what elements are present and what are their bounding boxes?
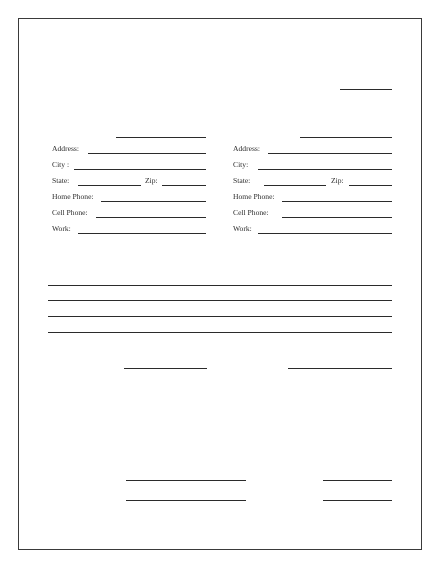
left-work-label: Work:: [52, 224, 71, 233]
left-zip-field[interactable]: [162, 185, 206, 186]
mid-left-field[interactable]: [124, 368, 207, 369]
right-zip-label: Zip:: [331, 176, 344, 185]
right-cell-phone-label: Cell Phone:: [233, 208, 269, 217]
notes-line[interactable]: [48, 285, 392, 286]
left-cell-phone-label: Cell Phone:: [52, 208, 88, 217]
left-name-field[interactable]: [116, 137, 206, 138]
right-name-field[interactable]: [300, 137, 392, 138]
left-state-field[interactable]: [78, 185, 141, 186]
right-work-label: Work:: [233, 224, 252, 233]
right-state-field[interactable]: [264, 185, 326, 186]
right-address-label: Address:: [233, 144, 260, 153]
signature-date-2[interactable]: [323, 500, 392, 501]
left-address-field[interactable]: [88, 153, 206, 154]
signature-date-1[interactable]: [323, 480, 392, 481]
notes-line[interactable]: [48, 300, 392, 301]
right-work-field[interactable]: [258, 233, 392, 234]
left-city-label: City :: [52, 160, 70, 169]
right-state-label: State:: [233, 176, 251, 185]
right-address-field[interactable]: [268, 153, 392, 154]
right-cell-phone-field[interactable]: [282, 217, 392, 218]
left-state-label: State:: [52, 176, 70, 185]
left-cell-phone-field[interactable]: [96, 217, 206, 218]
right-city-field[interactable]: [258, 169, 392, 170]
right-zip-field[interactable]: [349, 185, 392, 186]
signature-line-2[interactable]: [126, 500, 246, 501]
date-field[interactable]: [340, 89, 392, 90]
right-home-phone-field[interactable]: [282, 201, 392, 202]
left-address-label: Address:: [52, 144, 79, 153]
left-city-field[interactable]: [74, 169, 206, 170]
page-border: [18, 18, 422, 550]
mid-right-field[interactable]: [288, 368, 392, 369]
left-work-field[interactable]: [78, 233, 206, 234]
notes-line[interactable]: [48, 316, 392, 317]
right-city-label: City:: [233, 160, 249, 169]
notes-line[interactable]: [48, 332, 392, 333]
signature-line-1[interactable]: [126, 480, 246, 481]
left-home-phone-label: Home Phone:: [52, 192, 94, 201]
left-zip-label: Zip:: [145, 176, 158, 185]
right-home-phone-label: Home Phone:: [233, 192, 275, 201]
left-home-phone-field[interactable]: [101, 201, 206, 202]
